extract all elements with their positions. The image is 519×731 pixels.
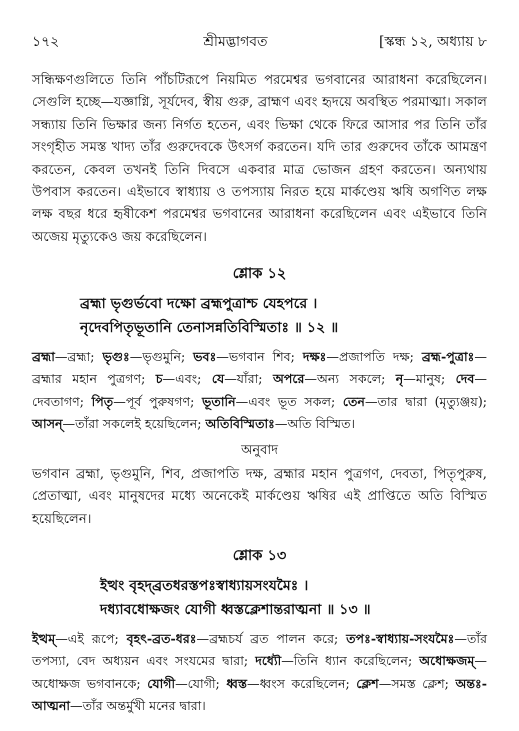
synonym-meaning: —যাঁরা; bbox=[224, 371, 273, 387]
verse-12-synonyms bbox=[32, 346, 487, 435]
synonym-word: দেব bbox=[455, 371, 475, 387]
synonym-meaning: —ব্রহ্মার মহান পুত্রগণ; bbox=[32, 349, 487, 387]
synonym-meaning: —অন্য সকলে; bbox=[304, 371, 396, 387]
verse-12-translation: ভগবান ব্রহ্মা, ভৃগুমুনি, শিব, প্রজাপতি দক্ষ, ব্রহ্মার মহান পুত্রগণ, দেবতা, পিতৃপুরুষ, প্রেতাত্মা, এবং মানুষদের মধ্যে অনেকেই মার্কণ্ডেয় ঋষির এই প্রাপ্তিতে অতি বিস্মিত হয়েছিলেন। bbox=[32, 467, 487, 527]
synonym-meaning: —যোগী; bbox=[175, 675, 227, 691]
synonym-word: ব্রহ্মা bbox=[32, 349, 55, 365]
verse-12-label: শ্লোক ১২ bbox=[232, 265, 287, 283]
verse-13-synonyms bbox=[32, 628, 487, 717]
verse-13-label: শ্লোক ১৩ bbox=[232, 547, 287, 565]
synonym-word: বৃহৎ-ব্রত-ধরঃ bbox=[126, 631, 197, 647]
synonym-meaning: —তার দ্বারা (মৃত্যুঞ্জয়); bbox=[364, 393, 487, 409]
page-header bbox=[32, 30, 487, 54]
synonym-word: যোগী bbox=[147, 675, 176, 691]
synonym-word: অধোক্ষজম্ bbox=[419, 653, 475, 669]
synonym-meaning: —অতি বিস্মিত। bbox=[274, 415, 356, 431]
synonym-meaning: —তিনি ধ্যান করেছিলেন; bbox=[281, 653, 420, 669]
synonym-word: অপরে bbox=[272, 371, 305, 387]
synonym-meaning: —ভগবান শিব; bbox=[216, 349, 303, 365]
synonym-word: নৃ bbox=[395, 371, 404, 387]
synonym-word: ইত্থম্ bbox=[32, 631, 56, 647]
synonym-meaning: —দেবতাগণ; bbox=[32, 371, 487, 409]
synonym-meaning: —তাঁরা সকলেই হয়েছিলেন; bbox=[62, 415, 206, 431]
synonym-word: অতিবিস্মিতাঃ bbox=[205, 415, 275, 431]
synonym-word: পিতৃ bbox=[91, 393, 114, 409]
synonym-meaning: —তাঁর অন্তর্মুখী মনের দ্বারা। bbox=[70, 697, 206, 713]
synonym-meaning: —তাঁর তপস্যা, বেদ অধ্যয়ন এবং সংযমের দ্বারা; bbox=[32, 631, 487, 669]
synonym-word: দক্ষঃ bbox=[302, 349, 327, 365]
synonym-word: আসন্ bbox=[32, 415, 63, 431]
synonym-word: অন্তঃ-আত্মনা bbox=[32, 675, 487, 713]
synonym-meaning: —পূর্ব পুরুষগণ; bbox=[113, 393, 203, 409]
verse-12-line-2: নৃদেবপিতৃভূতানি তেনাসন্নতিবিস্মিতাঃ ॥ ১২ ॥ bbox=[80, 320, 339, 337]
synonym-word: দধ্যৌ bbox=[255, 653, 282, 669]
page-number: ১৭২ bbox=[32, 34, 60, 50]
intro-paragraph: সন্ধিক্ষণগুলিতে তিনি পাঁচটিরূপে নিয়মিত পরমেশ্বর ভগবানের আরাধনা করেছিলেন। সেগুলি হচ্ছে—যজ্ঞাগ্নি, সূর্যদেব, স্বীয় গুরু, ব্রাহ্মণ এবং হৃদয়ে অবস্থিত পরমাত্মা। সকাল সন্ধ্যায় তিনি ভিক্ষার জন্য নির্গত হতেন, এবং ভিক্ষা থেকে ফিরে আসার পর তিনি তাঁর সংগৃহীত সমস্ত খাদ্য তাঁর গুরুদেবকে উৎসর্গ করতেন। যদি তার গুরুদেব তাঁকে আমন্ত্রণ করতেন, কেবল তখনই তিনি দিবসে একবার মাত্র ভোজন গ্রহণ করতেন। অন্যথায় উপবাস করতেন। এইভাবে স্বাধ্যায় ও তপস্যায় নিরত হয়ে মার্কণ্ডেয় ঋষি অগণিত লক্ষ লক্ষ বছর ধরে হৃষীকেশ পরমেশ্বর ভগবানের আরাধনা করেছিলেন এবং এইভাবে তিনি অজেয় মৃত্যুকেও জয় করেছিলেন। bbox=[32, 73, 487, 245]
synonym-word: ব্রহ্ম-পুত্রাঃ bbox=[421, 349, 475, 365]
book-title: শ্রীমদ্ভাগবত bbox=[203, 34, 268, 50]
synonym-meaning: —এই রূপে; bbox=[55, 631, 127, 647]
synonym-word: ধ্বস্ত bbox=[226, 675, 248, 691]
verse-12-line-1: ব্রহ্মা ভৃগুর্ভবো দক্ষো ব্রহ্মপুত্রাশ্চ যেহপরে । bbox=[80, 296, 318, 313]
verse-13-line-1: ইত্থং বৃহদ্‌ব্রতধরস্তপঃস্বাধ্যায়সংযমৈঃ । bbox=[100, 578, 309, 595]
synonym-meaning: —ভৃগুমুনি; bbox=[129, 349, 194, 365]
synonym-meaning: —এবং ভূত সকল; bbox=[235, 393, 343, 409]
synonym-word: ক্লেশ bbox=[356, 675, 379, 691]
synonym-word: তপঃ-স্বাধ্যায়-সংযমৈঃ bbox=[346, 631, 455, 647]
synonym-word: ভূতানি bbox=[202, 393, 236, 409]
synonym-word: ভবঃ bbox=[193, 349, 217, 365]
verse-13-line-2: দধ্যাবধোক্ষজং যোগী ধ্বস্তক্লেশান্তরাত্মনা ॥ ১৩ ॥ bbox=[100, 602, 371, 619]
synonym-meaning: —প্রজাপতি দক্ষ; bbox=[326, 349, 422, 365]
synonym-meaning: —ধ্বংস করেছিলেন; bbox=[247, 675, 357, 691]
synonym-meaning: —ব্রহ্মা; bbox=[54, 349, 103, 365]
synonym-meaning: —এবং; bbox=[162, 371, 212, 387]
synonym-meaning: —সমস্ত ক্লেশ; bbox=[378, 675, 456, 691]
synonym-meaning: —অধোক্ষজ ভগবানকে; bbox=[32, 653, 487, 691]
synonym-word: তেন bbox=[342, 393, 365, 409]
synonym-word: চ bbox=[155, 371, 163, 387]
chapter-reference: [স্কন্ধ ১২, অধ্যায় ৮ bbox=[378, 34, 487, 50]
synonym-word: যে bbox=[211, 371, 225, 387]
synonym-meaning: —ব্রহ্মচর্য ব্রত পালন করে; bbox=[196, 631, 347, 647]
synonym-meaning: —মানুষ; bbox=[403, 371, 456, 387]
translation-label: অনুবাদ bbox=[241, 443, 278, 459]
synonym-word: ভৃগুঃ bbox=[102, 349, 130, 365]
